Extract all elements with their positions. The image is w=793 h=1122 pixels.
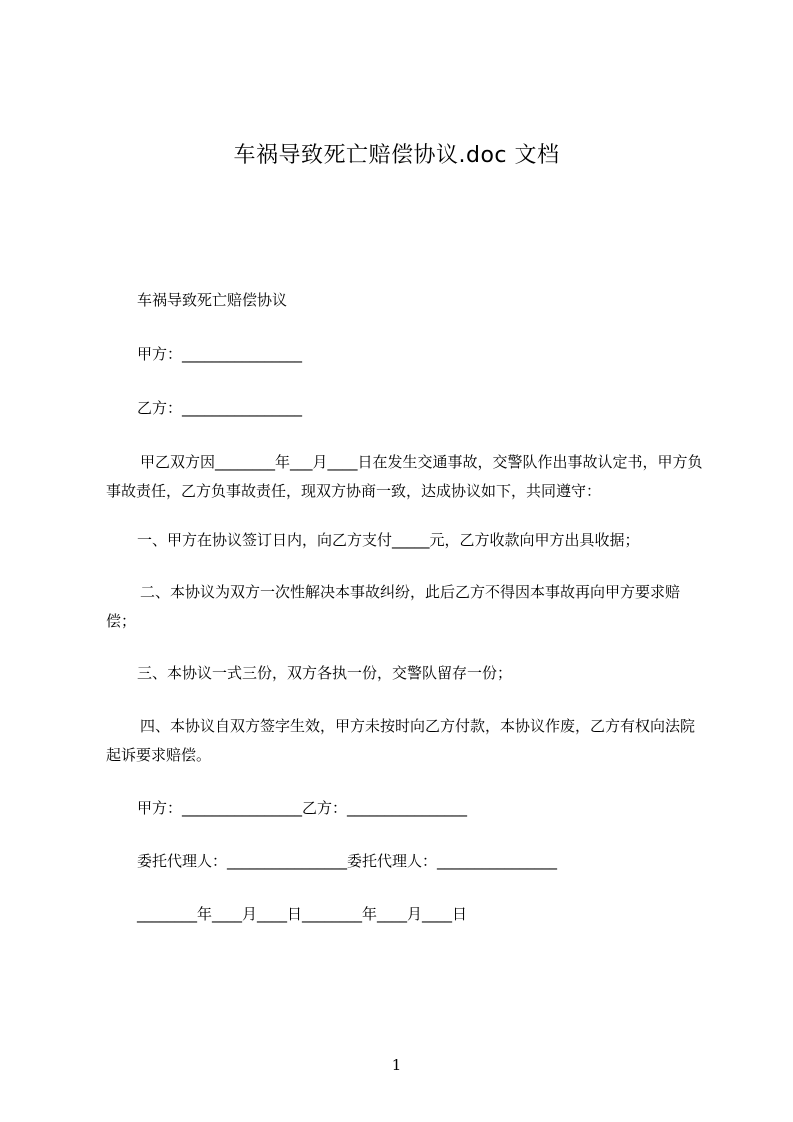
party-a-line: 甲方：________________	[137, 345, 303, 363]
clause-3: 三、本协议一式三份，双方各执一份，交警队留存一份；	[137, 664, 513, 682]
document-title: 车祸导致死亡赔偿协议.doc 文档	[233, 143, 560, 168]
agreement-subtitle: 车祸导致死亡赔偿协议	[137, 291, 288, 309]
page-number: 1	[391, 1056, 402, 1074]
clause-2: 二、本协议为双方一次性解决本事故纠纷，此后乙方不得因本事故再向甲方要求赔偿；	[106, 583, 681, 630]
signature-line: 甲方：________________乙方：________________	[137, 799, 468, 817]
clause-1: 一、甲方在协议签订日内，向乙方支付_____元，乙方收款向甲方出具收据；	[137, 531, 640, 549]
party-b-line: 乙方：________________	[137, 399, 303, 417]
clause-4: 四、本协议自双方签字生效，甲方未按时向乙方付款，本协议作废，乙方有权向法院起诉要求赔偿。	[106, 717, 696, 764]
date-line: ________年____月____日________年____月____日	[137, 905, 468, 923]
agent-line: 委托代理人：________________委托代理人：________________	[137, 852, 558, 870]
intro-paragraph: 甲乙双方因________年___月____日在发生交通事故，交警队作出事故认定书，甲方负事故责任，乙方负事故责任，现双方协商一致，达成协议如下，共同遵守：	[106, 453, 703, 500]
